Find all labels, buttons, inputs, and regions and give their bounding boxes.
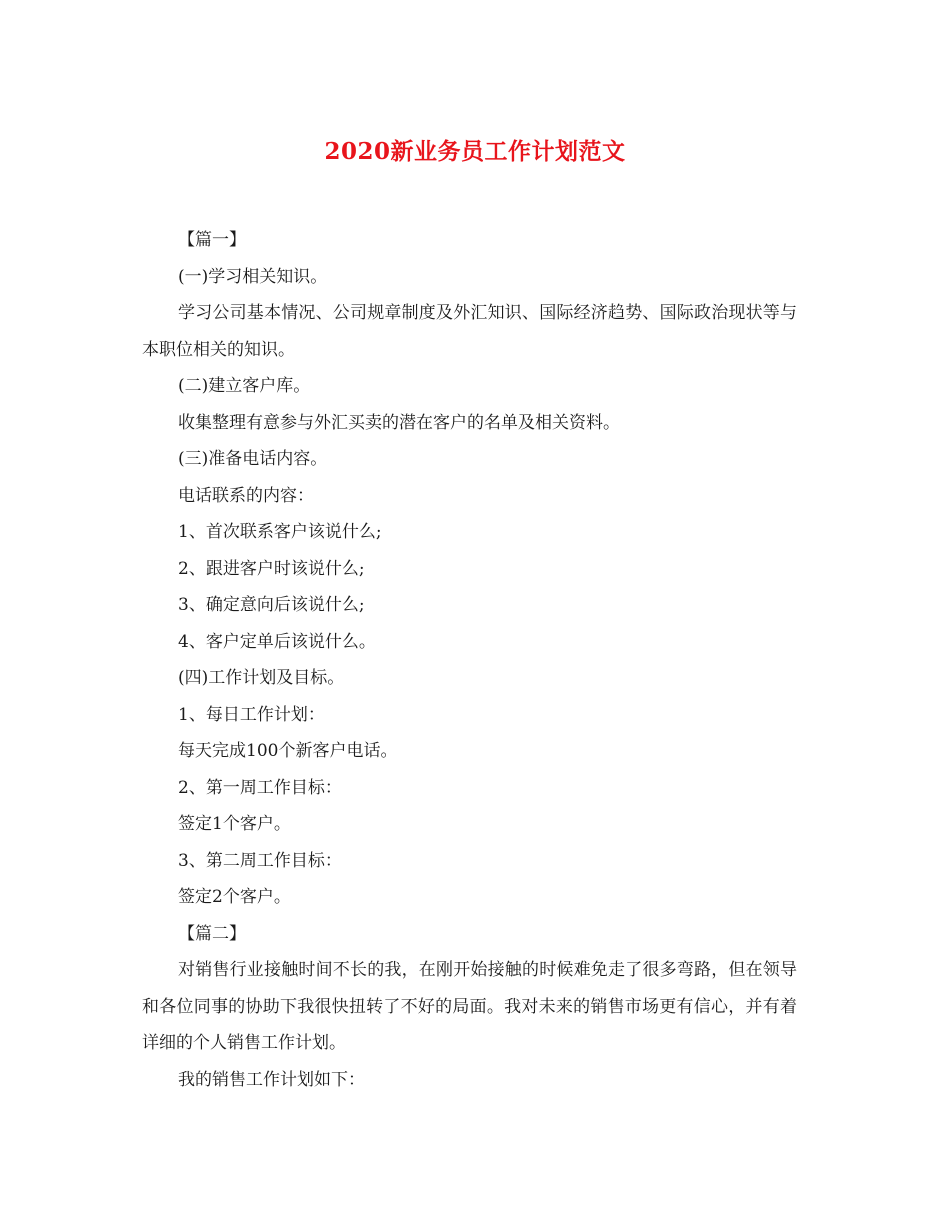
list-item-week2-goal: 3、第二周工作目标：: [178, 850, 342, 871]
subheading-learn-knowledge: (一)学习相关知识。: [178, 266, 328, 287]
subheading-phone-content: (三)准备电话内容。: [178, 449, 328, 469]
paragraph-week2-detail: 签定2个客户。: [178, 887, 291, 907]
section-heading-part1: 【篇一】: [178, 230, 246, 250]
paragraph-sales-experience: 对销售行业接触时间不长的我，在刚开始接触的时候难免走了很多弯路，但在领导和各位同事的协助下我很快扭转了不好的局面。我对未来的销售市场更有信心，并有着详细的个人销售工作计划。: [142, 960, 797, 1053]
subheading-work-plan-goals: (四)工作计划及目标。: [178, 668, 345, 688]
list-item-after-order: 4、客户定单后该说什么。: [178, 631, 376, 652]
paragraph-phone-content-intro: 电话联系的内容：: [178, 485, 314, 506]
section-heading-part2: 【篇二】: [178, 923, 246, 944]
document-title: 2020新业务员工作计划范文: [324, 138, 626, 165]
list-item-week1-goal: 2、第一周工作目标：: [178, 777, 342, 798]
paragraph-sales-plan-intro: 我的销售工作计划如下：: [178, 1069, 365, 1090]
document-body: [142, 222, 797, 1098]
paragraph-daily-plan-detail: 每天完成100个新客户电话。: [178, 741, 398, 761]
paragraph-client-base-details: 收集整理有意参与外汇买卖的潜在客户的名单及相关资料。: [178, 412, 620, 433]
paragraph-week1-detail: 签定1个客户。: [178, 814, 291, 834]
list-item-confirm-intent: 3、确定意向后该说什么;: [178, 595, 365, 615]
subheading-build-client-base: (二)建立客户库。: [178, 376, 311, 396]
paragraph-learn-details: 学习公司基本情况、公司规章制度及外汇知识、国际经济趋势、国际政治现状等与本职位相关的知识。: [142, 303, 797, 360]
list-item-follow-up: 2、跟进客户时该说什么;: [178, 558, 365, 579]
list-item-daily-plan: 1、每日工作计划：: [178, 704, 325, 725]
list-item-first-contact: 1、首次联系客户该说什么;: [178, 522, 382, 542]
